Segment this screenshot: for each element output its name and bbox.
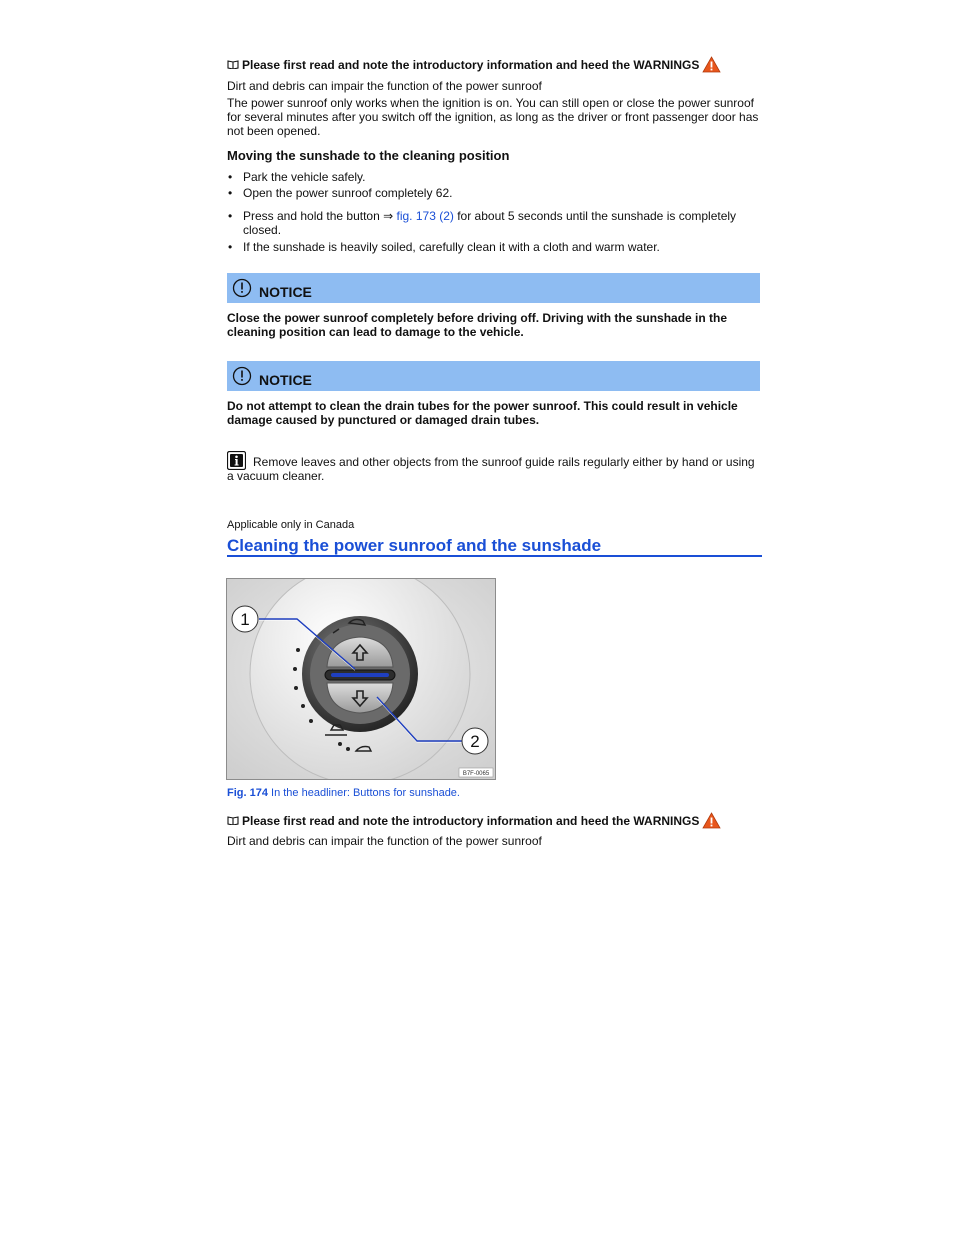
notice-label: NOTICE [259, 372, 312, 388]
section-title: Cleaning the power sunroof and the sunshade [227, 536, 602, 555]
figure-caption [227, 787, 460, 799]
book-icon [227, 815, 239, 825]
figure-link[interactable]: fig. 173 (2) [396, 209, 454, 223]
title-divider [227, 555, 762, 557]
intro-text: Please first read and note the introductory information and heed the WARNINGS [242, 814, 700, 828]
figure-number: Fig. 174 [227, 787, 268, 799]
notice-banner [227, 361, 760, 391]
info-icon [227, 451, 246, 470]
paragraph-dirt: Dirt and debris can impair the function of the power sunroof [227, 79, 542, 93]
list-item-text: Park the vehicle safely. [243, 170, 366, 184]
list-item-text: for about 5 seconds until the sunshade is completely closed. [243, 209, 737, 237]
list-item-text: If the sunshade is heavily soiled, carefully clean it with a cloth and warm water. [243, 240, 660, 254]
warning-triangle-icon [702, 812, 721, 829]
callout-2: 2 [470, 732, 480, 751]
notice-banner [227, 273, 760, 303]
tip-paragraph [227, 455, 761, 483]
warning-triangle-icon [702, 56, 721, 73]
list-item: • If the sunshade is heavily soiled, carefully clean it with a cloth and warm water. [228, 240, 660, 254]
paragraph-ignition: The power sunroof only works when the ignition is on. You can still open or close the power sunroof for several minutes after you switch off the ignition, as long as the driver or front passenger door has not been opened. [227, 96, 759, 138]
list-item: • Open the power sunroof completely 62. [228, 186, 453, 200]
list-item-text: Open the power sunroof completely 62. [243, 186, 453, 200]
exclamation-circle-icon [232, 278, 252, 298]
sunshade-buttons-illustration [227, 579, 495, 779]
book-icon [227, 59, 239, 69]
intro-text: Please first read and note the introductory information and heed the WARNINGS [242, 58, 700, 72]
notice-text: Close the power sunroof completely before driving off. Driving with the sunshade in the cleaning position can lead to damage to the vehicle. [227, 311, 728, 339]
list-item: • Park the vehicle safely. [228, 170, 366, 184]
callout-1: 1 [240, 610, 250, 629]
image-code: B7F-0065 [462, 771, 490, 777]
paragraph-dirt: Dirt and debris can impair the function of the power sunroof [227, 834, 542, 848]
notice-text: Do not attempt to clean the drain tubes for the power sunroof. This could result in vehicle damage caused by punctured or damaged drain tubes. [227, 399, 738, 427]
figure-caption-text: In the headliner: Buttons for sunshade. [267, 787, 460, 799]
intro-line [227, 812, 721, 829]
figure-image [226, 578, 496, 780]
list-item-text: Press and hold the button ⇒ [243, 209, 397, 223]
applicability-note: Applicable only in Canada [227, 519, 355, 531]
exclamation-circle-icon [232, 366, 252, 386]
list-item: • Press and hold the button ⇒ fig. 173 (2) for about 5 seconds until the sunshade is completely closed. [228, 209, 737, 237]
notice-label: NOTICE [259, 284, 312, 300]
tip-text: Remove leaves and other objects from the sunroof guide rails regularly either by hand or using a vacuum cleaner. [227, 455, 755, 483]
intro-line [227, 56, 721, 73]
subheading-moving-sunshade: Moving the sunshade to the cleaning position [227, 148, 510, 163]
